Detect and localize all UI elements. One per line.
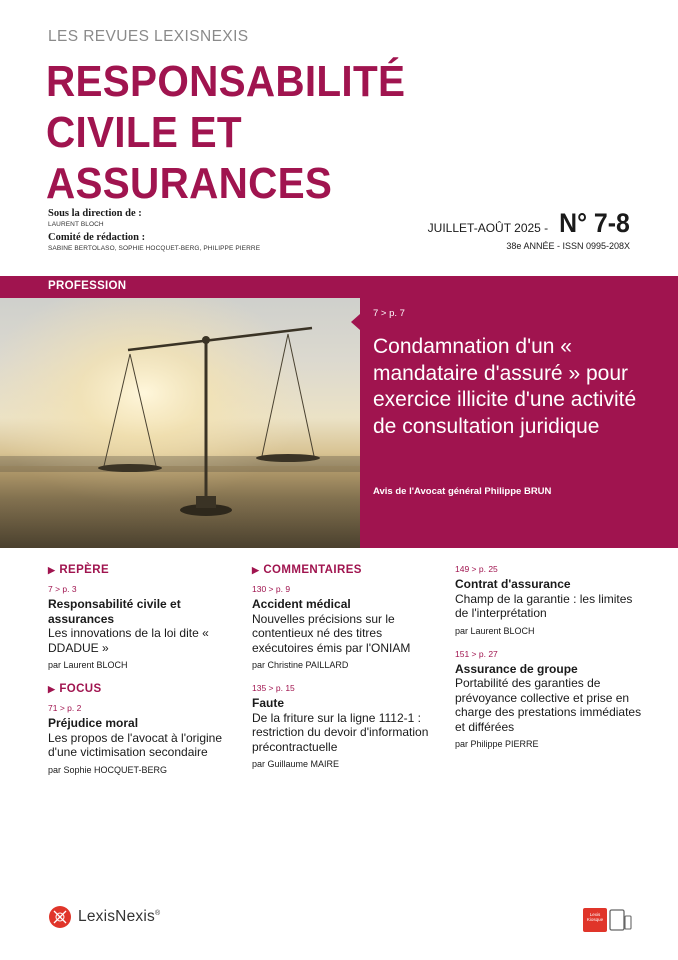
entry-title: Contrat d'assurance bbox=[455, 577, 571, 591]
section-heading-commentaires bbox=[252, 564, 442, 576]
entry-description: Champ de la garantie : les limites de l'interprétation bbox=[455, 591, 633, 620]
entry-description: De la friture sur la ligne 1112-1 : restriction du devoir d'information précontractuelle bbox=[252, 710, 429, 754]
brand-name-text: LexisNexis bbox=[78, 908, 155, 925]
section-heading-repere bbox=[48, 564, 238, 576]
feature-section-tag: PROFESSION bbox=[48, 280, 127, 292]
column-3 bbox=[455, 564, 645, 762]
committee-names: SABINE BERTOLASO, SOPHIE HOCQUET-BERG, PHILIPPE PIERRE bbox=[48, 245, 261, 252]
triangle-right-icon: ▶ bbox=[252, 564, 260, 575]
entry-title: Assurance de groupe bbox=[455, 661, 578, 676]
direction-label: Sous la direction de : bbox=[48, 208, 142, 219]
committee-label: Comité de rédaction : bbox=[48, 232, 146, 243]
issue-number: N° 7-8 bbox=[559, 208, 630, 238]
direction-names: LAURENT BLOCH bbox=[48, 221, 104, 228]
entry-description: Nouvelles précisions sur le contentieux né des titres exécutoires émis par l'ONIAM bbox=[252, 611, 411, 655]
list-item[interactable] bbox=[48, 584, 238, 671]
feature-article[interactable] bbox=[0, 276, 678, 548]
issue-year-issn: 38e ANNÉE - ISSN 0995-208X bbox=[506, 241, 630, 251]
entry-title: Responsabilité civile et assurances bbox=[48, 597, 181, 626]
feature-band bbox=[0, 276, 360, 298]
entry-reference: 71 > p. 2 bbox=[48, 703, 82, 713]
issue-date: JUILLET-AOÛT 2025 - bbox=[427, 221, 549, 235]
entry-title: Faute bbox=[252, 696, 285, 710]
entry-title: Préjudice moral bbox=[48, 716, 139, 730]
lexisnexis-logo-icon bbox=[48, 905, 72, 929]
section-heading-focus bbox=[48, 683, 238, 695]
publisher-brand[interactable] bbox=[48, 905, 160, 929]
entry-reference: 151 > p. 27 bbox=[455, 648, 498, 659]
section-heading-label: REPÈRE bbox=[59, 564, 110, 576]
issue-info bbox=[428, 208, 630, 251]
brand-name bbox=[78, 908, 160, 926]
section-heading-label: FOCUS bbox=[59, 683, 102, 695]
entry-description: Les innovations de la loi dite « DDADUE » bbox=[48, 626, 209, 655]
entry-title: Accident médical bbox=[252, 597, 351, 611]
scales-of-justice-icon bbox=[0, 298, 360, 548]
entry-author: par Sophie HOCQUET-BERG bbox=[48, 764, 168, 775]
entry-author: par Guillaume MAIRE bbox=[252, 759, 340, 769]
scales-of-justice-photo bbox=[0, 298, 360, 548]
feature-panel bbox=[360, 276, 678, 548]
brand-registered-mark: ® bbox=[154, 909, 161, 917]
tablet-phone-icon bbox=[608, 908, 632, 932]
kiosque-badge[interactable] bbox=[583, 908, 607, 932]
journal-title bbox=[46, 56, 432, 209]
journal-title-line-1: RESPONSABILITÉ bbox=[46, 57, 406, 106]
feature-reference: 7 > p. 7 bbox=[373, 308, 405, 319]
list-item[interactable] bbox=[455, 564, 645, 637]
list-item[interactable] bbox=[455, 649, 645, 751]
entry-description: Portabilité des garanties de prévoyance collective et prise en charge des prestations immédiates et différées bbox=[455, 676, 642, 734]
entry-description: Les propos de l'avocat à l'origine d'une victimisation secondaire bbox=[48, 730, 223, 759]
journal-title-line-2: CIVILE ET bbox=[46, 108, 242, 157]
list-item[interactable] bbox=[252, 584, 442, 671]
entry-reference: 135 > p. 15 bbox=[252, 683, 295, 693]
panel-pointer bbox=[351, 314, 360, 330]
column-1 bbox=[48, 564, 238, 788]
entry-author: par Christine PAILLARD bbox=[252, 660, 349, 670]
triangle-right-icon: ▶ bbox=[48, 683, 56, 694]
entry-reference: 7 > p. 3 bbox=[48, 584, 77, 594]
editorial-credits bbox=[48, 208, 308, 256]
feature-headline[interactable]: Condamnation d'un « mandataire d'assuré » pour exercice illicite d'une activité de consultation juridique bbox=[373, 335, 637, 438]
journal-title-line-3: ASSURANCES bbox=[46, 159, 333, 208]
entry-reference: 130 > p. 9 bbox=[252, 584, 291, 594]
list-item[interactable] bbox=[48, 703, 238, 776]
entry-author: par Philippe PIERRE bbox=[455, 739, 539, 749]
kiosque-label: Lexis Kiosque bbox=[586, 912, 604, 922]
feature-author: Avis de l'Avocat général Philippe BRUN bbox=[373, 486, 552, 497]
column-2 bbox=[252, 564, 442, 782]
list-item[interactable] bbox=[252, 683, 442, 770]
entry-author: par Laurent BLOCH bbox=[48, 660, 128, 670]
triangle-right-icon: ▶ bbox=[48, 564, 56, 575]
entry-author: par Laurent BLOCH bbox=[455, 625, 535, 636]
section-heading-label: COMMENTAIRES bbox=[263, 564, 362, 576]
series-name: LES REVUES LEXISNEXIS bbox=[48, 28, 249, 45]
entry-reference: 149 > p. 25 bbox=[455, 564, 498, 574]
